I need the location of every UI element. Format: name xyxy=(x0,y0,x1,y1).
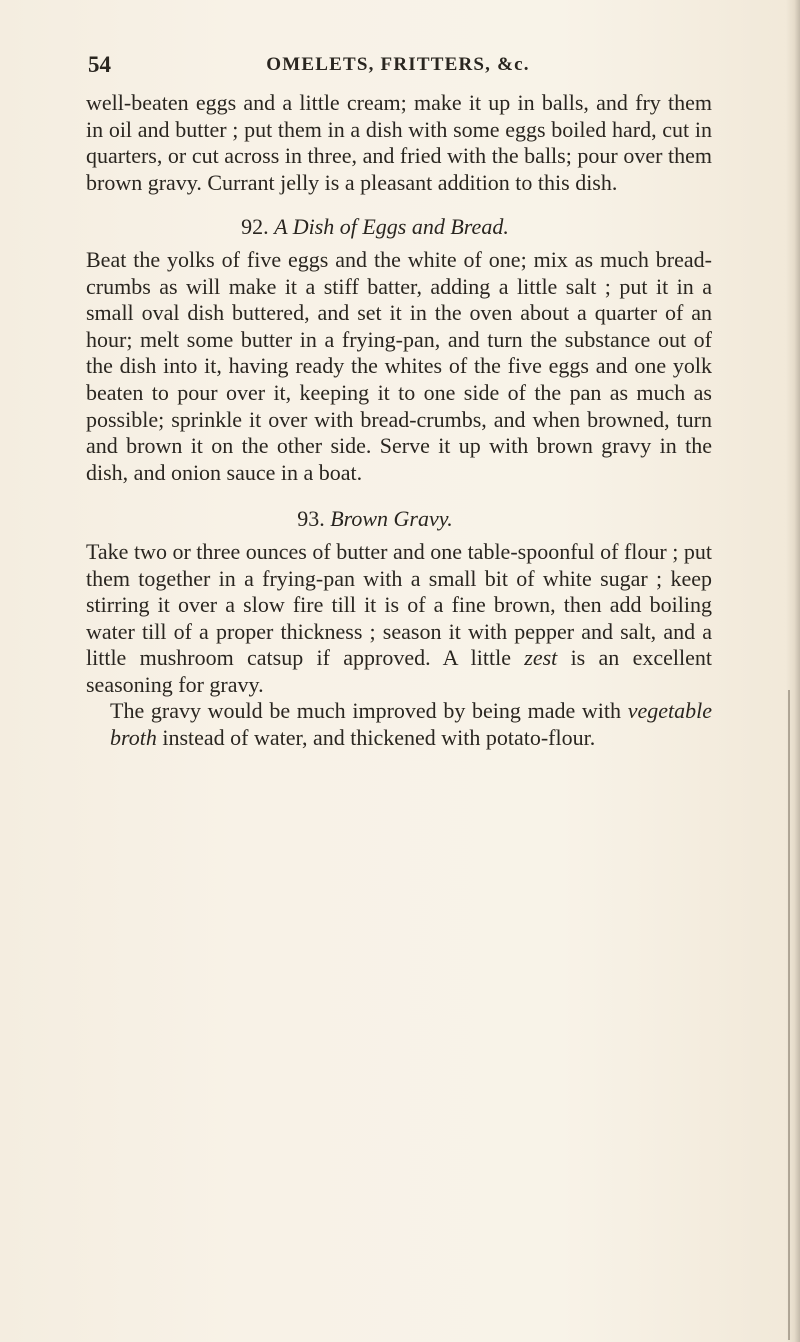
note-text: The gravy would be much improved by being made with xyxy=(110,698,628,724)
recipe-note-93 xyxy=(86,698,712,751)
page-number: 54 xyxy=(88,52,111,77)
running-head: OMELETS, FRITTERS, &c. xyxy=(266,54,530,75)
recipe-body-text: Take two or three ounces of butter and one table-spoonful of flour ; put them together in a frying-pan with a small bit of white sugar ; keep stirring it over a slow fire till it is of a fine brown, then add boiling water till of a proper thickness ; season it with pepper and salt, and a little mushroom catsup if approved. A little xyxy=(86,538,712,671)
recipe-heading-93 xyxy=(86,506,712,533)
page-header xyxy=(88,52,708,82)
recipe-title: Brown Gravy. xyxy=(330,506,453,532)
recipe-number: 93. xyxy=(297,506,325,532)
note-text: instead of water, and thickened with potato-flour. xyxy=(156,725,596,751)
intro-paragraph: well-beaten eggs and a little cream; make it up in balls, and fry them in oil and butter ; put them in a dish with some eggs boiled hard, cut in quarters, or cut across in three, and fried with the balls; pour over them brown gravy. Currant jelly is a pleasant addition to this dish. xyxy=(86,90,712,195)
recipe-body-text: is an excellent seasoning for gravy. xyxy=(86,645,712,697)
page-content xyxy=(86,90,712,752)
recipe-number: 92. xyxy=(241,214,269,240)
recipe-body-93 xyxy=(86,539,712,699)
page-edge-line xyxy=(788,690,790,1340)
recipe-body-92: Beat the yolks of five eggs and the white of one; mix as much bread-crumbs as will make it a stiff batter, adding a little salt ; put it in a small oval dish buttered, and set it in the oven about a quarter of an hour; melt some butter in a frying-pan, and turn the substance out of the dish into it, having ready the whites of the five eggs and one yolk beaten to pour over it, keeping it to one side of the pan as much as possible; sprinkle it over with bread-crumbs, and when browned, turn and brown it on the other side. Serve it up with brown gravy in the dish, and onion sauce in a boat. xyxy=(86,246,712,485)
note-italic: vegetable broth xyxy=(110,698,712,751)
recipe-title: A Dish of Eggs and Bread. xyxy=(274,214,509,240)
recipe-heading-92 xyxy=(86,214,712,241)
recipe-body-italic: zest xyxy=(524,645,558,671)
